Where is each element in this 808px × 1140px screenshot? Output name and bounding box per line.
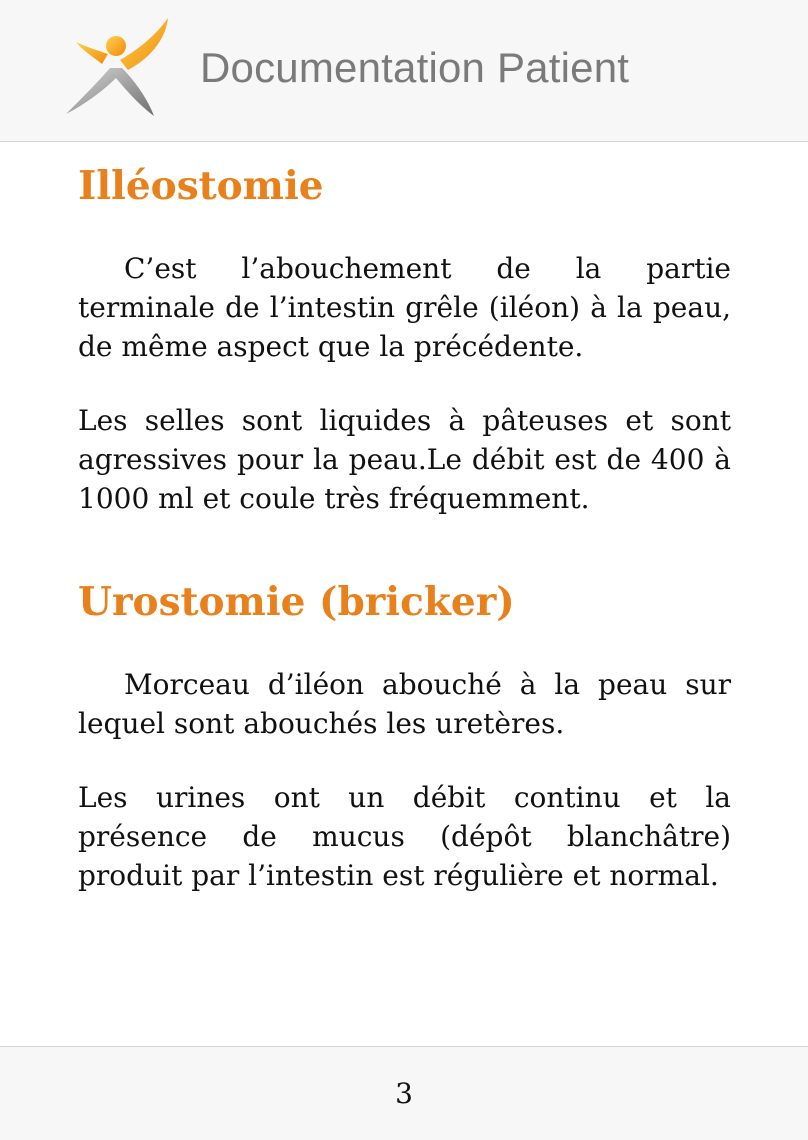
page-footer xyxy=(0,1046,808,1140)
page-number: 3 xyxy=(395,1077,413,1110)
section-heading-ileostomie: Illéostomie xyxy=(78,163,324,209)
page-header xyxy=(0,0,808,142)
paragraph-urostomie-definition: Morceau d’iléon abouché à la peau sur lequel sont abouchés les uretères. xyxy=(78,668,731,740)
person-figure-logo-icon xyxy=(62,16,172,120)
section-heading-urostomie: Urostomie (bricker) xyxy=(78,579,515,625)
paragraph-urostomie-urines: Les urines ont un débit continu et la présence de mucus (dépôt blanchâtre) produit par l’intestin est régulière et normal. xyxy=(78,781,731,892)
document-body xyxy=(78,158,731,895)
paragraph-ileostomie-selles: Les selles sont liquides à pâteuses et sont agressives pour la peau.Le débit est de 400 à 1000 ml et coule très fréquemment. xyxy=(78,404,731,515)
paragraph-ileostomie-definition: C’est l’abouchement de la partie terminale de l’intestin grêle (iléon) à la peau, de même aspect que la précédente. xyxy=(78,252,731,363)
brand-title: Documentation Patient xyxy=(200,44,630,91)
